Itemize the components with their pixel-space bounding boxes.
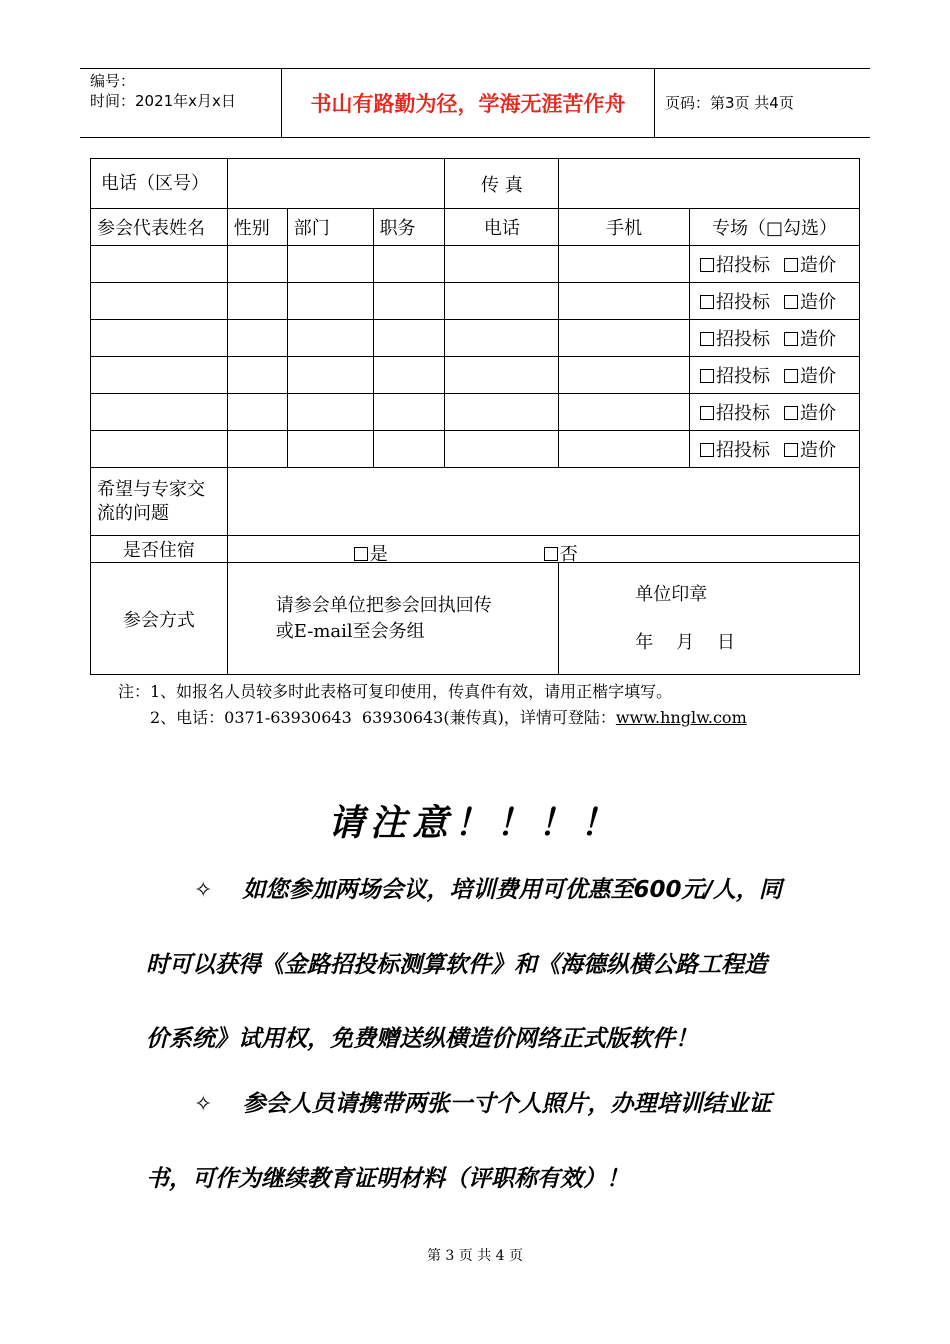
table-cell-input[interactable]: [227, 246, 287, 283]
topic-option[interactable]: [700, 292, 770, 313]
table-cell-input[interactable]: [91, 320, 228, 357]
column-header: 电话: [445, 209, 559, 246]
promo-line: 书，可作为继续教育证明材料（评职称有效）！: [146, 1166, 629, 1192]
topic-option[interactable]: [700, 440, 770, 461]
table-cell-input[interactable]: [287, 431, 373, 468]
checkbox-icon: [700, 258, 714, 272]
table-header-row: [91, 209, 860, 246]
topic-option-label: 造价: [799, 403, 836, 424]
promo-text: 参会人员请携带两张一寸个人照片，办理培训结业证: [242, 1091, 772, 1117]
table-cell-input[interactable]: [287, 320, 373, 357]
table-cell-input[interactable]: [287, 394, 373, 431]
header-page-cell: [655, 69, 870, 137]
lodging-no-option[interactable]: [544, 540, 578, 566]
table-cell-input[interactable]: [373, 394, 445, 431]
method-text-1: 请参会单位把参会回执回传: [275, 594, 492, 616]
table-row: [91, 394, 860, 431]
lodging-row: [91, 536, 860, 563]
phone-label: 电话（区号）: [91, 159, 228, 209]
promo-line: [146, 853, 818, 928]
promo-line: [146, 1067, 818, 1142]
checkbox-icon: [700, 295, 714, 309]
registration-form: [90, 158, 860, 675]
page-footer: 第 3 页 共 4 页: [426, 1248, 524, 1264]
phone-field[interactable]: [227, 159, 445, 209]
table-cell-input[interactable]: [445, 394, 559, 431]
topic-option[interactable]: [700, 366, 770, 387]
table-cell-input[interactable]: [91, 246, 228, 283]
lodging-options: [227, 536, 859, 563]
table-cell-input[interactable]: [227, 320, 287, 357]
table-cell-input[interactable]: [373, 431, 445, 468]
column-header: 部门: [287, 209, 373, 246]
table-row: [91, 431, 860, 468]
serial-number-label: 编号：: [90, 72, 136, 90]
table-cell-input[interactable]: [373, 283, 445, 320]
table-cell-input[interactable]: [559, 394, 690, 431]
table-cell-input[interactable]: [91, 431, 228, 468]
seal-date: 年 月 日: [635, 631, 736, 653]
sparkle-bullet-icon: ✧: [194, 878, 213, 903]
seal-label: 单位印章: [635, 583, 708, 605]
topic-option-label: 造价: [799, 255, 836, 276]
checkbox-icon: [544, 547, 558, 561]
table-cell-input[interactable]: [287, 357, 373, 394]
topic-option-label: 造价: [799, 366, 836, 387]
topic-options: [689, 246, 859, 283]
table-cell-input[interactable]: [91, 283, 228, 320]
topic-option-label: 招投标: [715, 403, 770, 424]
questions-field[interactable]: [227, 468, 859, 536]
topic-option-label: 造价: [799, 329, 836, 350]
form-notes: [118, 679, 747, 731]
fax-field[interactable]: [559, 159, 860, 209]
topic-options: [689, 431, 859, 468]
page-info: 页码：第3页 共4页: [665, 94, 794, 112]
checkbox-icon: [700, 369, 714, 383]
website-link[interactable]: www.hnglw.com: [615, 708, 747, 727]
checkbox-icon: [354, 547, 368, 561]
checkbox-icon: [784, 406, 798, 420]
date-label: 时间：2021年x月x日: [90, 92, 236, 110]
column-header: 手机: [559, 209, 690, 246]
note-line-2-text: 2、电话：0371-63930643 63930643(兼传真)，详情可登陆：: [150, 708, 616, 727]
lodging-yes-label: 是: [369, 544, 388, 565]
questions-label: 希望与专家交流的问题: [91, 468, 228, 536]
method-row: [91, 563, 860, 675]
checkbox-icon: [700, 406, 714, 420]
lodging-label: 是否住宿: [91, 536, 228, 563]
topic-option[interactable]: [784, 403, 836, 424]
table-cell-input[interactable]: [559, 431, 690, 468]
topic-option[interactable]: [784, 255, 836, 276]
checkbox-icon: [784, 295, 798, 309]
table-cell-input[interactable]: [559, 320, 690, 357]
checkbox-icon: [700, 332, 714, 346]
table-cell-input[interactable]: [91, 394, 228, 431]
topic-option-label: 招投标: [715, 440, 770, 461]
table-cell-input[interactable]: [373, 320, 445, 357]
topic-options: [689, 283, 859, 320]
method-instructions: [227, 563, 558, 675]
promo-text: 如您参加两场会议，培训费用可优惠至600元/人，同: [242, 877, 782, 903]
attention-heading: 请注意！！！！: [327, 802, 622, 844]
attendee-rows: [91, 246, 860, 468]
table-cell-input[interactable]: [287, 246, 373, 283]
topic-option-label: 造价: [799, 440, 836, 461]
topic-option[interactable]: [700, 329, 770, 350]
topic-option[interactable]: [784, 366, 836, 387]
phone-fax-row: [91, 159, 860, 209]
promo-line: 时可以获得《金路招投标测算软件》和《海德纵横公路工程造: [146, 952, 767, 978]
promo-paragraph-1: [146, 853, 818, 1076]
note-line-1: 注：1、如报名人员较多时此表格可复印使用，传真件有效，请用正楷字填写。: [118, 682, 673, 701]
table-row: [91, 357, 860, 394]
table-cell-input[interactable]: [91, 357, 228, 394]
promo-paragraph-2: [146, 1067, 818, 1216]
seal-gap: [635, 607, 853, 631]
checkbox-icon: [784, 258, 798, 272]
motto: 书山有路勤为径，学海无涯苦作舟: [310, 91, 626, 116]
table-row: [91, 283, 860, 320]
table-cell-input[interactable]: [227, 283, 287, 320]
table-cell-input[interactable]: [227, 394, 287, 431]
topic-options: [689, 394, 859, 431]
note-line-2: [118, 705, 747, 731]
table-cell-input[interactable]: [445, 320, 559, 357]
checkbox-icon: [784, 332, 798, 346]
table-cell-input[interactable]: [559, 246, 690, 283]
lodging-no-label: 否: [559, 544, 578, 565]
table-cell-input[interactable]: [445, 357, 559, 394]
topic-option[interactable]: [700, 255, 770, 276]
table-cell-input[interactable]: [227, 431, 287, 468]
topic-option-label: 招投标: [715, 255, 770, 276]
header-meta: [80, 69, 282, 137]
topic-options: [689, 320, 859, 357]
fax-label: 传 真: [445, 159, 559, 209]
topic-option-label: 招投标: [715, 366, 770, 387]
table-cell-input[interactable]: [445, 246, 559, 283]
checkbox-icon: [784, 369, 798, 383]
table-cell-input[interactable]: [559, 283, 690, 320]
checkbox-icon: [784, 443, 798, 457]
questions-row: [91, 468, 860, 536]
lodging-yes-option[interactable]: [354, 540, 388, 566]
page-header: [80, 68, 870, 138]
table-cell-input[interactable]: [445, 431, 559, 468]
column-header: 参会代表姓名: [91, 209, 228, 246]
promo-line: 价系统》试用权，免费赠送纵横造价网络正式版软件！: [146, 1026, 698, 1052]
column-header: 性别: [227, 209, 287, 246]
topic-option[interactable]: [784, 440, 836, 461]
seal-cell: [559, 563, 860, 675]
table-cell-input[interactable]: [373, 246, 445, 283]
table-cell-input[interactable]: [373, 357, 445, 394]
table-cell-input[interactable]: [445, 283, 559, 320]
column-header: 专场（□勾选）: [689, 209, 859, 246]
column-header: 职务: [373, 209, 445, 246]
table-cell-input[interactable]: [287, 283, 373, 320]
table-row: [91, 246, 860, 283]
topic-option[interactable]: [700, 403, 770, 424]
header-motto-cell: [282, 69, 655, 137]
table-row: [91, 320, 860, 357]
topic-options: [689, 357, 859, 394]
topic-option-label: 招投标: [715, 329, 770, 350]
topic-option[interactable]: [784, 292, 836, 313]
sparkle-bullet-icon: ✧: [194, 1092, 213, 1117]
topic-option-label: 造价: [799, 292, 836, 313]
topic-option[interactable]: [784, 329, 836, 350]
method-text-2: 或E-mail至会务组: [275, 620, 425, 642]
topic-option-label: 招投标: [715, 292, 770, 313]
method-label: 参会方式: [91, 563, 228, 675]
table-cell-input[interactable]: [227, 357, 287, 394]
table-cell-input[interactable]: [559, 357, 690, 394]
checkbox-icon: [700, 443, 714, 457]
